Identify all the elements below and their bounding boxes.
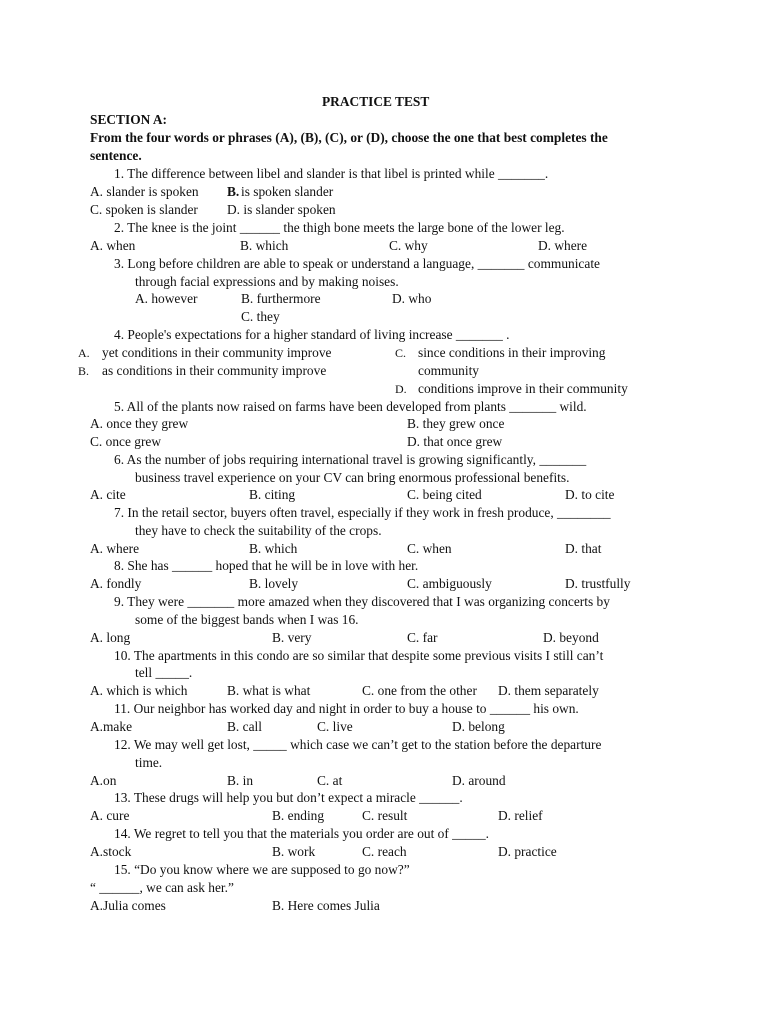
question-4-stem: 4. People's expectations for a higher standard of living increase _______ . (114, 327, 510, 342)
question-15-stem-1: 15. “Do you know where we are supposed to go now?” (114, 862, 410, 877)
q12-option-b: B. in (227, 773, 254, 788)
question-9-stem-1: 9. They were _______ more amazed when they discovered that I was organizing concerts by (114, 594, 610, 609)
q1-option-b-letter: B. (227, 184, 240, 199)
question-3-stem-2: through facial expressions and by making noises. (135, 274, 399, 289)
q2-option-a: A. when (90, 238, 136, 253)
q4-option-c-2: community (418, 363, 479, 378)
q9-option-a: A. long (90, 630, 131, 645)
q7-option-d: D. that (565, 541, 602, 556)
q8-option-c: C. ambiguously (407, 576, 492, 591)
q7-option-b: B. which (249, 541, 298, 556)
instructions-line-1: From the four words or phrases (A), (B), (C), or (D), choose the one that best completes the (90, 130, 608, 145)
q10-option-b: B. what is what (227, 683, 311, 698)
q1-option-c: C. spoken is slander (90, 202, 198, 217)
question-7-stem-1: 7. In the retail sector, buyers often travel, especially if they work in fresh produce, ________ (114, 505, 611, 520)
question-8-stem: 8. She has ______ hoped that he will be in love with her. (114, 558, 419, 573)
question-12-stem-2: time. (135, 755, 163, 770)
q9-option-b: B. very (272, 630, 312, 645)
question-5-stem: 5. All of the plants now raised on farms have been developed from plants _______ wild. (114, 399, 587, 414)
question-10-stem-1: 10. The apartments in this condo are so similar that despite some previous visits I still can’t (114, 648, 604, 663)
question-7-stem-2: they have to check the suitability of the crops. (135, 523, 382, 538)
q15-option-a: A.Julia comes (90, 898, 166, 913)
q5-option-c: C. once grew (90, 434, 162, 449)
q8-option-d: D. trustfully (565, 576, 631, 591)
q13-option-d: D. relief (498, 808, 543, 823)
q12-option-d: D. around (452, 773, 506, 788)
q11-option-c: C. live (317, 719, 353, 734)
q4-option-a: yet conditions in their community improve (102, 345, 332, 360)
question-14-stem: 14. We regret to tell you that the materials you order are out of _____. (114, 826, 489, 841)
q11-option-a: A.make (90, 719, 133, 734)
q13-option-c: C. result (362, 808, 408, 823)
q4-option-a-letter: A. (78, 346, 90, 360)
q8-option-a: A. fondly (90, 576, 142, 591)
question-6-stem-2: business travel experience on your CV can bring enormous professional benefits. (135, 470, 570, 485)
q4-option-c-1: since conditions in their improving (418, 345, 606, 360)
question-13-stem: 13. These drugs will help you but don’t expect a miracle ______. (114, 790, 463, 805)
question-15-stem-2: “ ______, we can ask her.” (90, 880, 234, 895)
page-title: PRACTICE TEST (322, 94, 430, 109)
q12-option-c: C. at (317, 773, 343, 788)
instructions-line-2: sentence. (90, 148, 142, 163)
q2-option-d: D. where (538, 238, 588, 253)
q4-option-c-letter: C. (395, 346, 407, 360)
q12-option-a: A.on (90, 773, 117, 788)
q14-option-d: D. practice (498, 844, 557, 859)
q1-option-a: A. slander is spoken (90, 184, 199, 199)
q6-option-b: B. citing (249, 487, 296, 502)
section-heading: SECTION A: (90, 112, 168, 127)
q6-option-a: A. cite (90, 487, 126, 502)
q3-option-b: B. furthermore (241, 291, 321, 306)
q15-option-b: B. Here comes Julia (272, 898, 380, 913)
q2-option-c: C. why (389, 238, 428, 253)
q6-option-d: D. to cite (565, 487, 615, 502)
q4-option-b: as conditions in their community improve (102, 363, 327, 378)
question-9-stem-2: some of the biggest bands when I was 16. (135, 612, 359, 627)
q14-option-c: C. reach (362, 844, 407, 859)
q3-option-c: C. they (241, 309, 280, 324)
q4-option-d-letter: D. (395, 382, 407, 396)
q9-option-c: C. far (407, 630, 438, 645)
question-12-stem-1: 12. We may well get lost, _____ which case we can’t get to the station before the departure (114, 737, 602, 752)
q5-option-b: B. they grew once (407, 416, 505, 431)
q11-option-d: D. belong (452, 719, 505, 734)
q1-option-b: is spoken slander (241, 184, 334, 199)
q7-option-a: A. where (90, 541, 140, 556)
q7-option-c: C. when (407, 541, 452, 556)
q4-option-d: conditions improve in their community (418, 381, 628, 396)
q8-option-b: B. lovely (249, 576, 299, 591)
question-1-stem: 1. The difference between libel and slander is that libel is printed while _______. (114, 166, 549, 181)
question-3-stem-1: 3. Long before children are able to speak or understand a language, _______ communicate (114, 256, 600, 271)
question-10-stem-2: tell _____. (135, 665, 193, 680)
q4-option-b-letter: B. (78, 364, 90, 378)
q14-option-a: A.stock (90, 844, 132, 859)
q10-option-d: D. them separately (498, 683, 599, 698)
q3-option-d: D. who (392, 291, 432, 306)
question-2-stem: 2. The knee is the joint ______ the thigh bone meets the large bone of the lower leg. (114, 220, 565, 235)
q2-option-b: B. which (240, 238, 289, 253)
q13-option-a: A. cure (90, 808, 130, 823)
q11-option-b: B. call (227, 719, 262, 734)
q14-option-b: B. work (272, 844, 316, 859)
q13-option-b: B. ending (272, 808, 325, 823)
q3-option-a: A. however (135, 291, 198, 306)
q9-option-d: D. beyond (543, 630, 599, 645)
q6-option-c: C. being cited (407, 487, 482, 502)
q5-option-d: D. that once grew (407, 434, 503, 449)
question-11-stem: 11. Our neighbor has worked day and night in order to buy a house to ______ his own. (114, 701, 579, 716)
q10-option-c: C. one from the other (362, 683, 477, 698)
question-6-stem-1: 6. As the number of jobs requiring international travel is growing significantly, _______ (114, 452, 587, 467)
q10-option-a: A. which is which (90, 683, 188, 698)
q5-option-a: A. once they grew (90, 416, 189, 431)
q1-option-d: D. is slander spoken (227, 202, 336, 217)
